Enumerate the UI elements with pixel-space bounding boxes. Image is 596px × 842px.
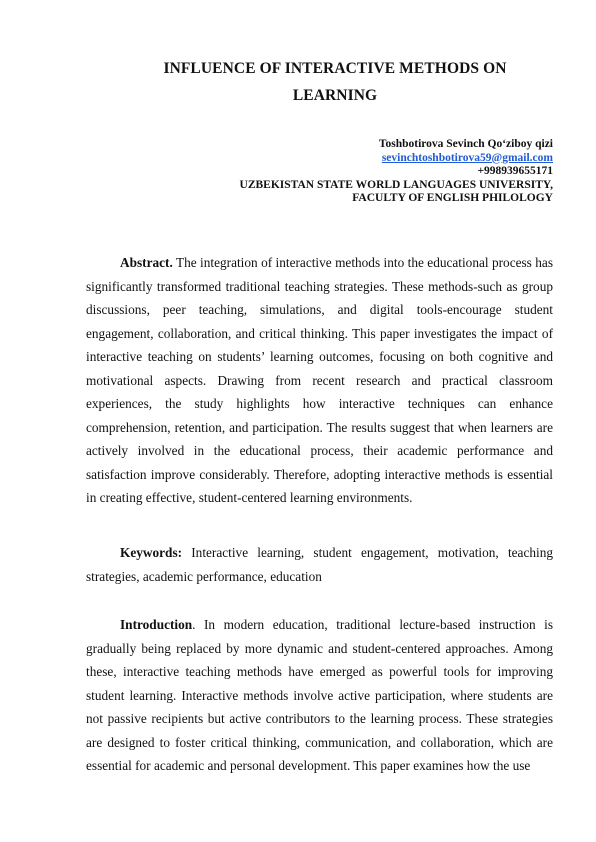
abstract-label: Abstract. [120,255,173,270]
author-faculty: FACULTY OF ENGLISH PHILOLOGY [352,192,553,205]
abstract-text: The integration of interactive methods into the educational process has significantly transformed traditional teaching strategies. These methods-such as group discussions, peer teaching, simulations, and digital tools-encourage student engagement, collaboration, and critical thinking. This paper investigates the impact of interactive teaching on students’ learning outcomes, focusing on both cognitive and motivational aspects. Drawing from recent research and practical classroom experiences, the study highlights how interactive techniques can enhance comprehension, retention, and participation. The results suggest that when learners are actively involved in the educational process, their academic performance and satisfaction improve considerably. Therefore, adopting interactive methods is essential in creating effective, student-centered learning environments. [86,255,553,505]
paper-title-line-1: INFLUENCE OF INTERACTIVE METHODS ON [163,60,507,77]
author-university: UZBEKISTAN STATE WORLD LANGUAGES UNIVERSITY, [239,178,553,191]
paper-title-line-2: LEARNING [292,87,378,104]
abstract-paragraph [86,251,553,510]
keywords-text: Interactive learning, student engagement, motivation, teaching strategies, academic performance, education [86,545,553,584]
author-block [93,138,553,206]
keywords-label: Keywords: [120,545,183,560]
author-name: Toshbotirova Sevinch Qo‘ziboy qizi [378,138,553,150]
author-phone: +998939655171 [477,165,553,178]
introduction-text: . In modern education, traditional lecture-based instruction is gradually being replaced by more dynamic and student-centered approaches. Among these, interactive teaching methods have emerged as powerful tools for improving student learning. Interactive methods involve active participation, where students are not passive recipients but active contributors to the learning process. These strategies are designed to foster critical thinking, communication, and collaboration, which are essential for academic and personal development. This paper examines how the use [86,617,553,773]
introduction-paragraph [86,613,553,778]
introduction-label: Introduction [120,617,193,632]
author-email-link[interactable]: sevinchtoshbotirova59@gmail.com [381,151,553,164]
keywords-paragraph [86,541,553,588]
